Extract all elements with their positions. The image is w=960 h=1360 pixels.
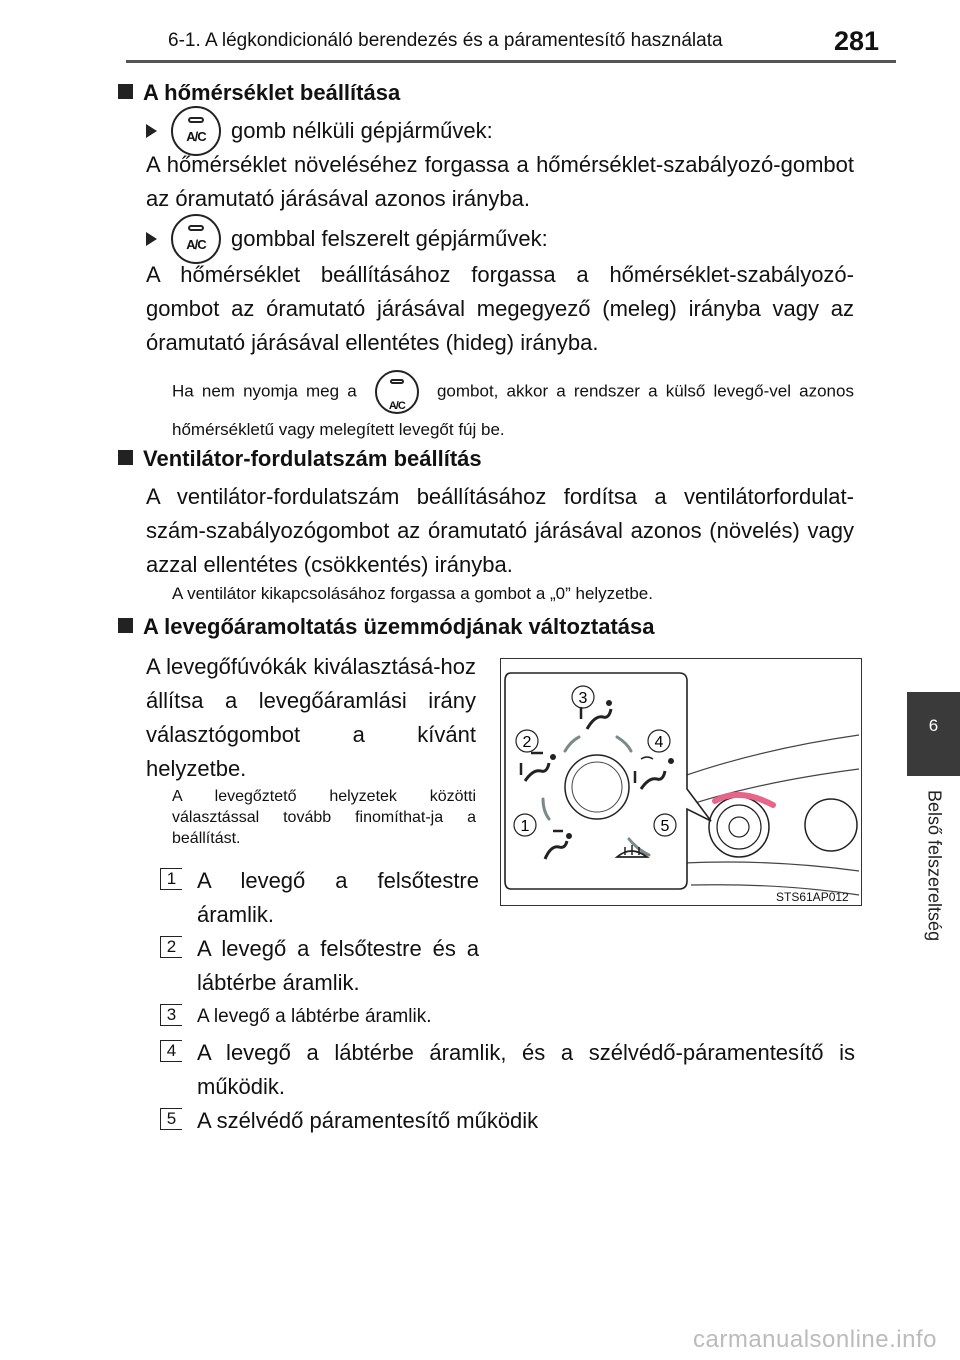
paragraph-airflow: A levegőfúvókák kiválasztásá-hoz állítsa a levegőáramlási irány választógombot a kívánt helyzetbe. — [146, 654, 476, 781]
position-label-2 — [516, 730, 538, 752]
airflow-dial-figure — [500, 658, 862, 906]
paragraph-fan: A ventilátor-fordulatszám beállításához fordítsa a ventilátorfordulat-szám-szabályozógombot az óramutató járásával azonos (növelés) vagy azzal ellentétes (csökkentés) irányba. — [146, 484, 854, 577]
paragraph-temperature-1: A hőmérséklet növeléséhez forgassa a hőmérséklet-szabályozó-gombot az óramutató járásával azonos irányba. — [146, 152, 854, 211]
header-title: 6-1. A légkondicionáló berendezés és a páramentesítő használata — [168, 30, 723, 51]
note-fan: A ventilátor kikapcsolásához forgassa a gombot a „0” helyzetbe. — [172, 584, 653, 603]
item-number-badge: 5 — [160, 1108, 182, 1130]
position-label-3 — [572, 686, 594, 708]
position-label-1 — [514, 814, 536, 836]
position-label-text: 3 — [578, 690, 588, 707]
position-label-text: 5 — [660, 818, 670, 835]
note-airflow: A levegőztető helyzetek közötti választással tovább finomíthat-ja a beállítást. — [172, 788, 476, 847]
chapter-tab-number: 6 — [928, 716, 939, 735]
section-heading-text: A levegőáramoltatás üzemmódjának változtatása — [143, 614, 655, 639]
triangle-bullet-icon — [146, 232, 157, 246]
position-label-4 — [648, 730, 670, 752]
section-heading-text: Ventilátor-fordulatszám beállítás — [143, 446, 482, 471]
panel-dial — [709, 797, 769, 857]
ac-button-icon: A/C — [171, 214, 221, 264]
triangle-bullet-icon — [146, 124, 157, 138]
item-text: A levegő a felsőtestre és a lábtérbe áramlik. — [197, 936, 479, 995]
subheading-text: gomb nélküli gépjárművek: — [231, 118, 493, 143]
position-label-5 — [654, 814, 676, 836]
note-text-post: gombot, akkor a rendszer a külső levegő-vel azonos hőmérsékletű vagy melegített levegőt fúj be. — [172, 381, 854, 439]
chapter-tab — [907, 692, 960, 776]
position-label-text: 2 — [522, 734, 532, 751]
ac-button-icon: A/C — [171, 106, 221, 156]
item-text: A szélvédő páramentesítő működik — [197, 1108, 539, 1133]
chapter-side-label — [904, 790, 960, 970]
item-number-badge: 4 — [160, 1040, 182, 1062]
header-rule — [126, 60, 896, 63]
figure-code: STS61AP012 — [776, 890, 849, 904]
chapter-side-label-text: Belső felszereltség — [924, 790, 945, 942]
watermark: carmanualsonline.info — [693, 1326, 937, 1353]
dashboard-line — [681, 735, 859, 777]
item-number-badge: 3 — [160, 1004, 182, 1026]
note-text-pre: Ha nem nyomja meg a — [172, 381, 357, 401]
selector-knob — [565, 755, 629, 819]
item-number-badge: 2 — [160, 936, 182, 958]
section-heading-fan — [118, 446, 482, 472]
section-bullet-icon — [118, 84, 133, 99]
dashboard-line — [683, 862, 859, 871]
position-label-text: 4 — [654, 734, 664, 751]
ac-button-icon: A/C — [375, 370, 419, 414]
section-bullet-icon — [118, 618, 133, 633]
item-text: A levegő a lábtérbe áramlik. — [197, 1006, 432, 1027]
section-heading-airflow — [118, 614, 654, 640]
item-text: A levegő a lábtérbe áramlik, és a szélvédő-páramentesítő is működik. — [197, 1040, 855, 1099]
airflow-dial-illustration — [501, 659, 860, 904]
subheading-with-ac — [146, 214, 548, 264]
note-temperature — [172, 370, 854, 446]
position-label-text: 1 — [520, 818, 530, 835]
page-number: 281 — [834, 26, 880, 56]
section-heading-temperature — [118, 80, 400, 106]
adjacent-knob — [805, 799, 857, 851]
subheading-text: gombbal felszerelt gépjárművek: — [231, 226, 548, 251]
section-bullet-icon — [118, 450, 133, 465]
item-number-badge: 1 — [160, 868, 182, 890]
section-heading-text: A hőmérséklet beállítása — [143, 80, 401, 105]
item-text: A levegő a felsőtestre áramlik. — [197, 868, 479, 927]
paragraph-temperature-2: A hőmérséklet beállításához forgassa a hőmérséklet-szabályozó-gombot az óramutató járásával megegyező (meleg) irányba vagy az óramutató járásával ellentétes (hideg) irányba. — [146, 262, 854, 355]
